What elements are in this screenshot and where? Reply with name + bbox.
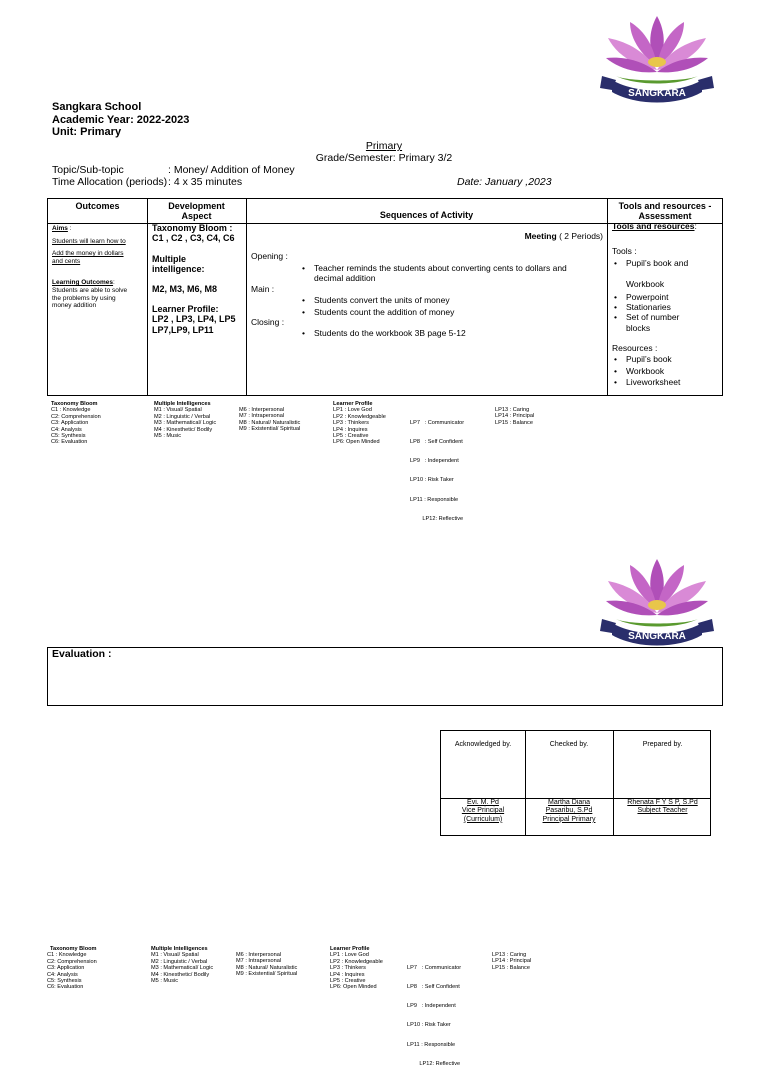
legend-item: C4: Analysis [47, 971, 78, 978]
unit: Unit: Primary [52, 126, 122, 138]
signer-line: Vice Principal [461, 807, 505, 815]
legend-item: LP1 : Love God [330, 952, 369, 959]
legend-item: LP4 : Inquires [330, 971, 365, 978]
legend-item: LP8 : Self Confident [410, 439, 463, 446]
legend-item: C3: Application [51, 420, 89, 427]
checked-name [525, 799, 613, 824]
tools-item-text: Set of number [626, 312, 680, 323]
title-grade: Grade/Semester: Primary 3/2 [315, 152, 453, 164]
legend-item: LP5 : Creative [333, 433, 369, 440]
legend-taxonomy [51, 401, 101, 446]
legend-mi-title: Multiple Intelligences [154, 401, 211, 407]
lo-text-1: Students are able to solve [52, 286, 128, 294]
tools-cell [612, 221, 720, 389]
acknowledged-name [441, 799, 525, 824]
legend-item: M5 : Music [154, 433, 182, 440]
tools-colon: : [694, 221, 697, 231]
aims-text-1: Students will learn how to [52, 237, 126, 245]
main-label: Main : [251, 284, 275, 294]
legend-item: M6 : Interpersonal [239, 407, 285, 413]
header-outcomes: Outcomes [75, 201, 120, 211]
signer-line: Rhenata F Y S P, S.Pd [627, 799, 698, 806]
legend-item: C6: Evaluation [51, 439, 88, 446]
legend-item: LP10 : Risk Taker [410, 477, 454, 484]
meeting [246, 231, 603, 241]
legend-item: LP14 : Principal [492, 958, 532, 965]
header-tools-line2: Assessment [638, 211, 692, 221]
legend-item: LP12: Reflective [407, 1060, 461, 1067]
main-item: • Students count the addition of money [300, 306, 600, 318]
legend-mi-2 [239, 407, 300, 433]
legend-item: LP9 : Independent [410, 458, 459, 465]
legend-item: LP4 : Inquires [333, 426, 368, 433]
legend-mi-2-bottom [236, 952, 297, 978]
legend-item: LP1 : Love God [333, 407, 372, 414]
outcomes-cell [52, 225, 144, 310]
legend-item: LP15 : Balance [492, 964, 530, 971]
legend-lp-2-bottom [407, 952, 461, 1074]
signature-table [440, 730, 711, 836]
resources-item: • Liveworksheet [612, 377, 720, 389]
legend-item: M7 : Intrapersonal [239, 413, 285, 420]
school-header [52, 101, 189, 139]
header-sequences: Sequences of Activity [379, 210, 474, 220]
legend-item: M2 : Linguistic / Verbal [154, 413, 211, 420]
lp-values-2: LP7,LP9, LP11 [152, 324, 214, 335]
aims-label: Aims [52, 225, 68, 232]
tools-title: Tools : [612, 246, 637, 257]
tools-item: • Stationaries [612, 302, 720, 312]
legend-item: LP2 : Knowledgeable [333, 413, 386, 420]
opening-item [300, 263, 600, 283]
tools-resources-label: Tools and resources [612, 221, 695, 231]
legend-item: M8 : Natural/ Naturalistic [239, 419, 301, 426]
lo-text-2: the problems by using [52, 294, 116, 302]
mi-label-1: Multiple [152, 253, 186, 264]
topic-label: Topic/Sub-topic [52, 164, 124, 176]
legend-item: LP3 : Thinkers [330, 965, 366, 972]
time-value: : 4 x 35 minutes [168, 176, 243, 188]
signer-line: Subject Teacher [637, 807, 688, 815]
legend-lp [333, 401, 386, 446]
legend-item: C5: Synthesis [51, 433, 86, 440]
header-dev-line1: Development [168, 201, 225, 211]
resources-title: Resources : [612, 342, 658, 353]
academic-year: Academic Year: 2022-2023 [52, 113, 190, 126]
header-tools [607, 201, 723, 221]
legend-item: M6 : Interpersonal [236, 952, 282, 958]
legend-lp-title: Learner Profile [330, 946, 370, 952]
header-tools-line1: Tools and resources - [618, 201, 712, 211]
legend-item: LP9 : Independent [407, 1003, 456, 1010]
header-dev-line2: Aspect [181, 211, 212, 221]
opening-item-line1: Teacher reminds the students about converting cents to dollars and [314, 263, 567, 273]
signer-line: Principal Primary [542, 815, 596, 823]
tools-item-text: Workbook [626, 278, 665, 289]
legend-mi-title: Multiple Intelligences [151, 946, 208, 952]
legend-item: C4: Analysis [51, 426, 82, 433]
legend-item: M3 : Mathematical/ Logic [151, 965, 214, 972]
legend-item: M1 : Visual/ Spatial [154, 407, 202, 414]
signer-line: Evi. M. Pd [467, 799, 499, 806]
legend-item: LP13 : Caring [495, 407, 530, 413]
legend-lp-title: Learner Profile [333, 401, 373, 407]
acknowledged-label: Acknowledged by. [454, 741, 512, 748]
legend-taxonomy-title: Taxonomy Bloom [50, 946, 97, 952]
legend-item: M8 : Natural/ Naturalistic [236, 964, 298, 971]
aims-colon: : [67, 225, 72, 232]
lo-text-3: money addition [52, 302, 97, 310]
legend-item: LP10 : Risk Taker [407, 1022, 451, 1029]
taxonomy-bloom-values: C1 , C2 , C3, C4, C6 [152, 233, 235, 244]
legend-item: C6: Evaluation [47, 984, 84, 991]
signer-line: (Curriculum) [463, 815, 503, 823]
resources-item: • Pupil’s book [612, 354, 720, 366]
tools-item [612, 258, 720, 289]
opening-list [300, 263, 600, 283]
title-level: Primary [365, 140, 403, 152]
meeting-value: ( 2 Periods) [556, 231, 603, 241]
tools-item [612, 312, 720, 332]
legend-item: LP5 : Creative [330, 978, 366, 985]
topic-value: : Money/ Addition of Money [168, 164, 295, 176]
legend-item: LP2 : Knowledgeable [330, 958, 383, 965]
legend-lp-bottom [330, 946, 383, 991]
lo-colon: : [113, 279, 115, 287]
logo-text: SANGKARA [628, 88, 686, 99]
school-name: Sangkara School [52, 101, 142, 113]
lesson-plan-table [47, 198, 723, 396]
legend-item: C3: Application [47, 965, 85, 972]
legend-item: M9 : Existential/ Spiritual [239, 426, 301, 433]
resources-item: • Workbook [612, 366, 720, 378]
legend-item: LP7 : Communicator [407, 964, 462, 971]
closing-item: • Students do the workbook 3B page 5-12 [300, 327, 600, 339]
tools-item-text: Pupil’s book and [626, 258, 689, 269]
signer-line: Martha Diana [547, 799, 591, 806]
legend-mi-bottom [151, 946, 213, 984]
legend-item: LP3 : Thinkers [333, 420, 369, 427]
tools-item-text: blocks [626, 322, 651, 333]
legend-item: M1 : Visual/ Spatial [151, 952, 199, 959]
legend-taxonomy-bottom [47, 946, 97, 991]
evaluation-label: Evaluation : [52, 648, 112, 660]
legend-item: LP11 : Responsible [410, 496, 459, 503]
dev-aspect-cell [152, 223, 244, 335]
legend-item: LP14 : Principal [495, 413, 535, 420]
legend-item: M4 : Kinesthetic/ Bodily [154, 426, 213, 433]
learning-outcomes-label: Learning Outcomes [52, 279, 114, 287]
legend-item: LP8 : Self Confident [407, 984, 460, 991]
legend-item: C1 : Knowledge [51, 407, 91, 414]
legend-item: M9 : Existential/ Spiritual [236, 971, 298, 978]
legend-item: LP13 : Caring [492, 952, 527, 958]
tools-item: • Powerpoint [612, 292, 720, 302]
mi-label-2: intelligence: [152, 264, 205, 275]
main-item: • Students convert the units of money [300, 294, 600, 306]
legend-item: M5 : Music [151, 978, 179, 985]
evaluation-box [47, 647, 723, 706]
taxonomy-bloom-label: Taxonomy Bloom : [152, 223, 233, 233]
legend-item: LP15 : Balance [495, 419, 533, 426]
legend-lp-2 [410, 407, 464, 529]
date: Date: January ,2023 [457, 176, 552, 188]
opening-label: Opening : [251, 251, 288, 261]
checked-label: Checked by. [549, 741, 589, 748]
legend-item: LP12: Reflective [410, 515, 464, 522]
legend-item: C2: Comprehension [47, 958, 97, 965]
prepared-name [613, 799, 712, 816]
legend-item: M7 : Intrapersonal [236, 958, 282, 965]
aims-text-2: Add the money in dollars [52, 250, 124, 258]
legend-item: M4 : Kinesthetic/ Bodily [151, 971, 210, 978]
closing-list [300, 327, 600, 339]
legend-mi [154, 401, 216, 439]
legend-lp-3 [495, 407, 534, 426]
signer-line: Pasaribu, S.Pd [545, 807, 593, 815]
legend-item: C1 : Knowledge [47, 952, 87, 959]
legend-item: LP6: Open Minded [333, 439, 380, 446]
school-logo [596, 10, 718, 122]
legend-item: M2 : Linguistic / Verbal [151, 958, 208, 965]
main-list [300, 294, 600, 318]
lp-values-1: LP2 , LP3, LP4, LP5 [152, 314, 236, 325]
legend-item: C2: Comprehension [51, 413, 101, 420]
legend-item: C5: Synthesis [47, 978, 82, 985]
closing-label: Closing : [251, 317, 285, 327]
legend-item: LP11 : Responsible [407, 1041, 456, 1048]
header-dev-aspect [147, 201, 246, 221]
legend-item: LP6: Open Minded [330, 984, 377, 991]
time-label: Time Allocation (periods) [52, 176, 168, 188]
prepared-label: Prepared by. [642, 741, 683, 748]
legend-item: LP7 : Communicator [410, 419, 465, 426]
logo-text: SANGKARA [628, 631, 686, 642]
aims-text-3: and cents [52, 257, 81, 265]
mi-values: M2, M3, M6, M8 [152, 283, 218, 294]
meeting-label: Meeting [524, 231, 557, 241]
legend-taxonomy-title: Taxonomy Bloom [51, 401, 98, 407]
legend-lp-3-bottom [492, 952, 531, 971]
opening-item-line2: decimal addition [314, 273, 376, 283]
legend-item: M3 : Mathematical/ Logic [154, 420, 217, 427]
lp-label: Learner Profile: [152, 304, 219, 315]
